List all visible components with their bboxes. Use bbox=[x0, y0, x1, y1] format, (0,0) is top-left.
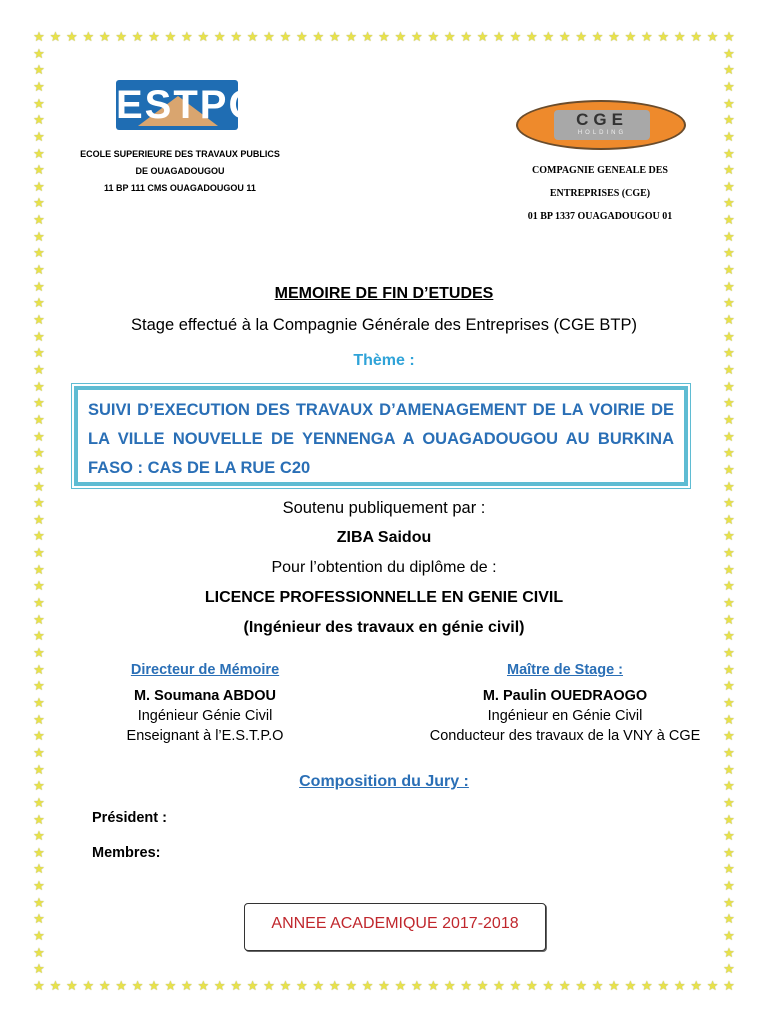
star-icon: ★ bbox=[723, 794, 735, 810]
star-icon: ★ bbox=[608, 29, 620, 44]
star-icon: ★ bbox=[66, 978, 78, 993]
star-icon: ★ bbox=[279, 29, 292, 44]
star-icon: ★ bbox=[542, 29, 555, 44]
star-icon: ★ bbox=[673, 29, 686, 44]
star-icon: ★ bbox=[33, 811, 45, 827]
star-icon: ★ bbox=[296, 978, 308, 993]
star-icon: ★ bbox=[197, 29, 210, 44]
theme-box: SUIVI D’EXECUTION DES TRAVAUX D’AMENAGEMENT DE LA VOIRIE DE LA VILLE NOUVELLE DE YENNENGA A OUAGADOUGOU AU BURKINA FASO : CAS DE LA RUE C20 bbox=[74, 386, 688, 486]
star-icon: ★ bbox=[33, 678, 45, 694]
star-icon: ★ bbox=[33, 578, 45, 594]
star-icon: ★ bbox=[33, 445, 45, 461]
star-icon: ★ bbox=[98, 29, 111, 44]
diploma: LICENCE PROFESSIONNELLE EN GENIE CIVIL bbox=[204, 589, 564, 606]
supervisor-label: Maître de Stage : bbox=[506, 662, 624, 678]
star-icon: ★ bbox=[33, 911, 45, 927]
jury-president: Président : bbox=[92, 810, 167, 826]
star-icon: ★ bbox=[33, 861, 45, 877]
academic-year-banner: ANNEE ACADEMIQUE 2017-2018 bbox=[244, 903, 546, 951]
star-icon: ★ bbox=[230, 978, 242, 993]
company-name-2: ENTREPRISES (CGE) bbox=[549, 188, 651, 199]
star-icon: ★ bbox=[723, 561, 735, 577]
star-icon: ★ bbox=[33, 195, 45, 211]
star-icon: ★ bbox=[33, 761, 45, 777]
star-icon: ★ bbox=[33, 478, 45, 494]
star-icon: ★ bbox=[723, 528, 735, 544]
star-icon: ★ bbox=[33, 62, 45, 78]
student-name: ZIBA Saidou bbox=[336, 529, 432, 546]
star-icon: ★ bbox=[460, 978, 472, 993]
star-icon: ★ bbox=[164, 978, 177, 993]
star-icon: ★ bbox=[723, 478, 735, 494]
star-icon: ★ bbox=[723, 711, 735, 727]
star-icon: ★ bbox=[723, 112, 735, 128]
star-icon: ★ bbox=[33, 262, 45, 278]
star-icon: ★ bbox=[98, 978, 111, 993]
star-icon: ★ bbox=[82, 978, 95, 993]
star-icon: ★ bbox=[394, 978, 407, 993]
star-icon: ★ bbox=[723, 245, 735, 261]
star-icon: ★ bbox=[378, 978, 390, 993]
star-icon: ★ bbox=[33, 328, 45, 344]
document-title: MEMOIRE DE FIN D’ETUDES bbox=[274, 285, 494, 302]
star-icon: ★ bbox=[723, 978, 735, 993]
star-icon: ★ bbox=[328, 29, 341, 44]
star-icon: ★ bbox=[723, 811, 735, 827]
star-icon: ★ bbox=[723, 278, 735, 294]
star-icon: ★ bbox=[345, 29, 357, 44]
star-icon: ★ bbox=[33, 378, 45, 394]
star-icon: ★ bbox=[33, 145, 45, 161]
company-info bbox=[500, 165, 700, 234]
star-icon: ★ bbox=[33, 611, 45, 627]
company-address: 01 BP 1337 OUAGADOUGOU 01 bbox=[527, 211, 673, 222]
cge-logo: CGE HOLDING bbox=[516, 100, 686, 150]
star-icon: ★ bbox=[723, 645, 735, 661]
star-icon: ★ bbox=[33, 894, 45, 910]
star-icon: ★ bbox=[641, 29, 653, 44]
supervisor-role-2: Conducteur des travaux de la VNY à CGE bbox=[429, 728, 701, 744]
star-icon: ★ bbox=[33, 928, 45, 944]
star-icon: ★ bbox=[723, 744, 735, 760]
star-icon: ★ bbox=[33, 728, 45, 744]
star-icon: ★ bbox=[33, 278, 45, 294]
director-name: M. Soumana ABDOU bbox=[133, 688, 277, 704]
diploma-label: Pour l’obtention du diplôme de : bbox=[271, 559, 497, 576]
star-icon: ★ bbox=[723, 678, 735, 694]
star-icon: ★ bbox=[148, 29, 160, 44]
star-icon: ★ bbox=[131, 29, 144, 44]
star-icon: ★ bbox=[723, 761, 735, 777]
school-address: 11 BP 111 CMS OUAGADOUGOU 11 bbox=[104, 183, 256, 193]
star-icon: ★ bbox=[49, 29, 62, 44]
star-icon: ★ bbox=[723, 578, 735, 594]
star-icon: ★ bbox=[263, 978, 275, 993]
star-icon: ★ bbox=[723, 312, 735, 328]
director-role-2: Enseignant à l’E.S.T.P.O bbox=[126, 728, 284, 744]
star-icon: ★ bbox=[164, 29, 177, 44]
star-icon: ★ bbox=[33, 961, 45, 977]
star-icon: ★ bbox=[723, 95, 735, 111]
star-icon: ★ bbox=[33, 45, 45, 61]
star-icon: ★ bbox=[361, 29, 374, 44]
star-icon: ★ bbox=[723, 911, 735, 927]
star-icon: ★ bbox=[723, 428, 735, 444]
star-icon: ★ bbox=[33, 661, 45, 677]
star-icon: ★ bbox=[723, 162, 735, 178]
star-icon: ★ bbox=[230, 29, 242, 44]
star-icon: ★ bbox=[460, 29, 472, 44]
estpo-logo: ESTPO bbox=[116, 80, 238, 130]
star-icon: ★ bbox=[312, 29, 325, 44]
star-icon: ★ bbox=[575, 29, 587, 44]
star-icon: ★ bbox=[33, 778, 45, 794]
director-role: Ingénieur Génie Civil bbox=[137, 708, 273, 724]
star-icon: ★ bbox=[33, 628, 45, 644]
star-icon: ★ bbox=[723, 894, 735, 910]
school-city: DE OUAGADOUGOU bbox=[135, 166, 225, 176]
star-icon: ★ bbox=[115, 978, 127, 993]
star-icon: ★ bbox=[33, 178, 45, 194]
star-icon: ★ bbox=[82, 29, 95, 44]
star-icon: ★ bbox=[673, 978, 686, 993]
star-icon: ★ bbox=[378, 29, 390, 44]
star-icon: ★ bbox=[33, 878, 45, 894]
star-icon: ★ bbox=[723, 511, 735, 527]
star-icon: ★ bbox=[33, 561, 45, 577]
star-icon: ★ bbox=[33, 112, 45, 128]
star-icon: ★ bbox=[723, 778, 735, 794]
star-icon: ★ bbox=[723, 595, 735, 611]
star-icon: ★ bbox=[49, 978, 62, 993]
star-icon: ★ bbox=[33, 95, 45, 111]
star-icon: ★ bbox=[411, 29, 423, 44]
star-icon: ★ bbox=[723, 728, 735, 744]
star-icon: ★ bbox=[690, 29, 702, 44]
star-icon: ★ bbox=[723, 178, 735, 194]
star-icon: ★ bbox=[476, 978, 489, 993]
star-icon: ★ bbox=[33, 245, 45, 261]
star-icon: ★ bbox=[427, 29, 440, 44]
star-icon: ★ bbox=[723, 361, 735, 377]
jury-members: Membres: bbox=[92, 845, 161, 861]
star-icon: ★ bbox=[33, 228, 45, 244]
star-icon: ★ bbox=[723, 461, 735, 477]
star-icon: ★ bbox=[723, 212, 735, 228]
star-icon: ★ bbox=[723, 128, 735, 144]
star-icon: ★ bbox=[33, 645, 45, 661]
star-icon: ★ bbox=[723, 62, 735, 78]
director-label: Directeur de Mémoire bbox=[130, 662, 280, 678]
star-icon: ★ bbox=[361, 978, 374, 993]
supervisor-name: M. Paulin OUEDRAOGO bbox=[482, 688, 648, 704]
star-icon: ★ bbox=[33, 711, 45, 727]
star-icon: ★ bbox=[723, 195, 735, 211]
star-icon: ★ bbox=[591, 29, 604, 44]
star-icon: ★ bbox=[328, 978, 341, 993]
star-icon: ★ bbox=[33, 495, 45, 511]
star-icon: ★ bbox=[657, 29, 670, 44]
star-icon: ★ bbox=[526, 29, 538, 44]
star-icon: ★ bbox=[33, 162, 45, 178]
star-icon: ★ bbox=[33, 345, 45, 361]
star-icon: ★ bbox=[394, 29, 407, 44]
star-icon: ★ bbox=[33, 128, 45, 144]
star-icon: ★ bbox=[33, 828, 45, 844]
star-icon: ★ bbox=[723, 961, 735, 977]
star-icon: ★ bbox=[246, 978, 259, 993]
star-icon: ★ bbox=[148, 978, 160, 993]
jury-label: Composition du Jury : bbox=[299, 773, 469, 790]
star-icon: ★ bbox=[33, 978, 45, 993]
star-icon: ★ bbox=[509, 978, 522, 993]
star-icon: ★ bbox=[575, 978, 587, 993]
star-icon: ★ bbox=[33, 511, 45, 527]
director-block bbox=[80, 660, 330, 746]
star-icon: ★ bbox=[723, 661, 735, 677]
star-icon: ★ bbox=[723, 378, 735, 394]
star-icon: ★ bbox=[723, 861, 735, 877]
star-icon: ★ bbox=[181, 29, 193, 44]
star-icon: ★ bbox=[723, 611, 735, 627]
star-icon: ★ bbox=[115, 29, 127, 44]
star-icon: ★ bbox=[509, 29, 522, 44]
star-icon: ★ bbox=[723, 545, 735, 561]
star-icon: ★ bbox=[33, 744, 45, 760]
star-icon: ★ bbox=[443, 29, 456, 44]
star-icon: ★ bbox=[723, 328, 735, 344]
star-icon: ★ bbox=[723, 628, 735, 644]
star-icon: ★ bbox=[723, 495, 735, 511]
star-icon: ★ bbox=[624, 29, 637, 44]
star-icon: ★ bbox=[33, 694, 45, 710]
star-icon: ★ bbox=[723, 944, 735, 960]
star-icon: ★ bbox=[33, 461, 45, 477]
star-icon: ★ bbox=[181, 978, 193, 993]
company-name: COMPAGNIE GENEALE DES bbox=[532, 165, 668, 176]
star-icon: ★ bbox=[542, 978, 555, 993]
star-icon: ★ bbox=[427, 978, 440, 993]
star-icon: ★ bbox=[723, 345, 735, 361]
star-icon: ★ bbox=[493, 978, 505, 993]
star-icon: ★ bbox=[345, 978, 357, 993]
star-icon: ★ bbox=[33, 312, 45, 328]
star-icon: ★ bbox=[723, 295, 735, 311]
star-icon: ★ bbox=[591, 978, 604, 993]
star-icon: ★ bbox=[33, 545, 45, 561]
star-icon: ★ bbox=[723, 445, 735, 461]
star-icon: ★ bbox=[624, 978, 637, 993]
star-icon: ★ bbox=[33, 428, 45, 444]
star-icon: ★ bbox=[263, 29, 275, 44]
star-icon: ★ bbox=[706, 978, 719, 993]
star-icon: ★ bbox=[411, 978, 423, 993]
star-icon: ★ bbox=[723, 694, 735, 710]
star-icon: ★ bbox=[296, 29, 308, 44]
star-icon: ★ bbox=[706, 29, 719, 44]
star-icon: ★ bbox=[33, 361, 45, 377]
star-icon: ★ bbox=[723, 262, 735, 278]
school-info bbox=[60, 150, 300, 201]
star-icon: ★ bbox=[33, 29, 45, 44]
star-icon: ★ bbox=[608, 978, 620, 993]
star-icon: ★ bbox=[197, 978, 210, 993]
star-icon: ★ bbox=[213, 29, 226, 44]
star-icon: ★ bbox=[33, 794, 45, 810]
star-icon: ★ bbox=[723, 45, 735, 61]
star-icon: ★ bbox=[723, 29, 735, 44]
star-icon: ★ bbox=[213, 978, 226, 993]
star-icon: ★ bbox=[723, 828, 735, 844]
star-icon: ★ bbox=[131, 978, 144, 993]
star-icon: ★ bbox=[246, 29, 259, 44]
star-icon: ★ bbox=[443, 978, 456, 993]
star-icon: ★ bbox=[33, 411, 45, 427]
star-icon: ★ bbox=[723, 228, 735, 244]
supervisor-role: Ingénieur en Génie Civil bbox=[487, 708, 643, 724]
star-icon: ★ bbox=[33, 212, 45, 228]
star-icon: ★ bbox=[723, 145, 735, 161]
star-icon: ★ bbox=[723, 844, 735, 860]
star-icon: ★ bbox=[33, 395, 45, 411]
star-icon: ★ bbox=[476, 29, 489, 44]
star-icon: ★ bbox=[33, 844, 45, 860]
theme-label: Thème : bbox=[353, 352, 415, 369]
star-icon: ★ bbox=[526, 978, 538, 993]
star-icon: ★ bbox=[723, 928, 735, 944]
diploma-sub: (Ingénieur des travaux en génie civil) bbox=[243, 619, 525, 636]
star-icon: ★ bbox=[33, 78, 45, 94]
star-icon: ★ bbox=[33, 528, 45, 544]
star-icon: ★ bbox=[312, 978, 325, 993]
supervisor-block bbox=[410, 660, 720, 746]
star-icon: ★ bbox=[33, 595, 45, 611]
star-icon: ★ bbox=[690, 978, 702, 993]
star-icon: ★ bbox=[641, 978, 653, 993]
star-icon: ★ bbox=[723, 878, 735, 894]
star-icon: ★ bbox=[33, 295, 45, 311]
defended-by-label: Soutenu publiquement par : bbox=[282, 499, 486, 517]
star-icon: ★ bbox=[723, 78, 735, 94]
star-icon: ★ bbox=[723, 395, 735, 411]
star-icon: ★ bbox=[558, 978, 571, 993]
star-icon: ★ bbox=[33, 944, 45, 960]
star-icon: ★ bbox=[66, 29, 78, 44]
star-icon: ★ bbox=[723, 411, 735, 427]
school-name: ECOLE SUPERIEURE DES TRAVAUX PUBLICS bbox=[80, 149, 280, 159]
star-icon: ★ bbox=[279, 978, 292, 993]
star-icon: ★ bbox=[493, 29, 505, 44]
star-icon: ★ bbox=[558, 29, 571, 44]
internship-line: Stage effectué à la Compagnie Générale des Entreprises (CGE BTP) bbox=[131, 316, 637, 334]
star-icon: ★ bbox=[657, 978, 670, 993]
